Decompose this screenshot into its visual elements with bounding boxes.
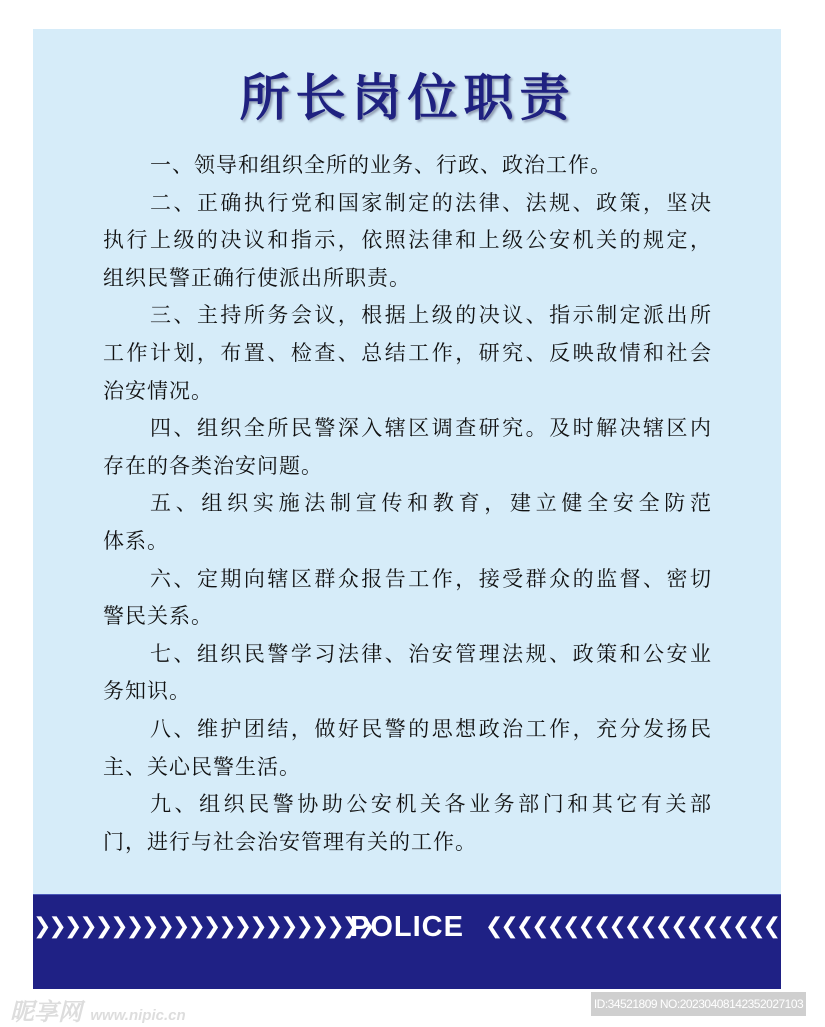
watermark-logo bbox=[10, 992, 186, 1027]
duty-item bbox=[103, 147, 712, 185]
duty-line: 组织民警正确行使派出所职责。 bbox=[103, 265, 411, 290]
duty-item bbox=[103, 185, 712, 298]
duty-line: 八、维护团结，做好民警的思想政治工作，充分发扬民 bbox=[150, 716, 712, 741]
police-band bbox=[33, 895, 825, 989]
duties-list bbox=[103, 147, 712, 861]
duty-item bbox=[103, 410, 712, 485]
watermark-brand: 昵享网 bbox=[10, 998, 82, 1026]
duty-line: 主、关心民警生活。 bbox=[103, 754, 301, 779]
duty-line: 门，进行与社会治安管理有关的工作。 bbox=[103, 829, 477, 854]
duty-line: 九、组织民警协助公安机关各业务部门和其它有关部 bbox=[150, 792, 712, 817]
duty-item bbox=[103, 636, 712, 711]
duty-line: 务知识。 bbox=[103, 679, 191, 704]
duty-line: 工作计划，布置、检查、总结工作，研究、反映敌情和社会 bbox=[103, 340, 712, 365]
duty-line: 治安情况。 bbox=[103, 378, 213, 403]
duty-line: 六、定期向辖区群众报告工作，接受群众的监督、密切 bbox=[150, 566, 712, 591]
duty-line: 五、组织实施法制宣传和教育，建立健全安全防范 bbox=[150, 491, 712, 516]
duty-item bbox=[103, 711, 712, 786]
duty-line: 二、正确执行党和国家制定的法律、法规、政策，坚决 bbox=[150, 190, 712, 215]
page-title: 所长岗位职责 bbox=[239, 68, 576, 127]
duty-item bbox=[103, 297, 712, 410]
police-label: POLICE bbox=[350, 911, 464, 943]
chevron-left-icon-row: ❮❮❮❮❮❮❮❮❮❮❮❮❮❮❮❮❮❮❮❮❮❮ bbox=[485, 914, 825, 939]
watermark-id: ID:34521809 NO:20230408142352027103 bbox=[591, 992, 806, 1016]
duty-item bbox=[103, 485, 712, 560]
duty-line: 执行上级的决议和指示，依照法律和上级公安机关的规定， bbox=[103, 228, 712, 253]
duty-line: 警民关系。 bbox=[103, 604, 213, 629]
duty-line: 四、组织全所民警深入辖区调查研究。及时解决辖区内 bbox=[150, 416, 712, 441]
duty-line: 存在的各类治安问题。 bbox=[103, 453, 323, 478]
duty-line: 一、领导和组织全所的业务、行政、政治工作。 bbox=[150, 153, 612, 177]
duty-line: 三、主持所务会议，根据上级的决议、指示制定派出所 bbox=[150, 303, 712, 328]
duty-item bbox=[103, 786, 712, 861]
duty-item bbox=[103, 561, 712, 636]
watermark-site: www.nipic.cn bbox=[90, 1007, 186, 1024]
duty-line: 体系。 bbox=[103, 528, 169, 553]
duty-line: 七、组织民警学习法律、治安管理法规、政策和公安业 bbox=[150, 641, 712, 666]
chevron-right-icon-row: ❯❯❯❯❯❯❯❯❯❯❯❯❯❯❯❯❯❯❯❯❯❯ bbox=[33, 914, 373, 939]
